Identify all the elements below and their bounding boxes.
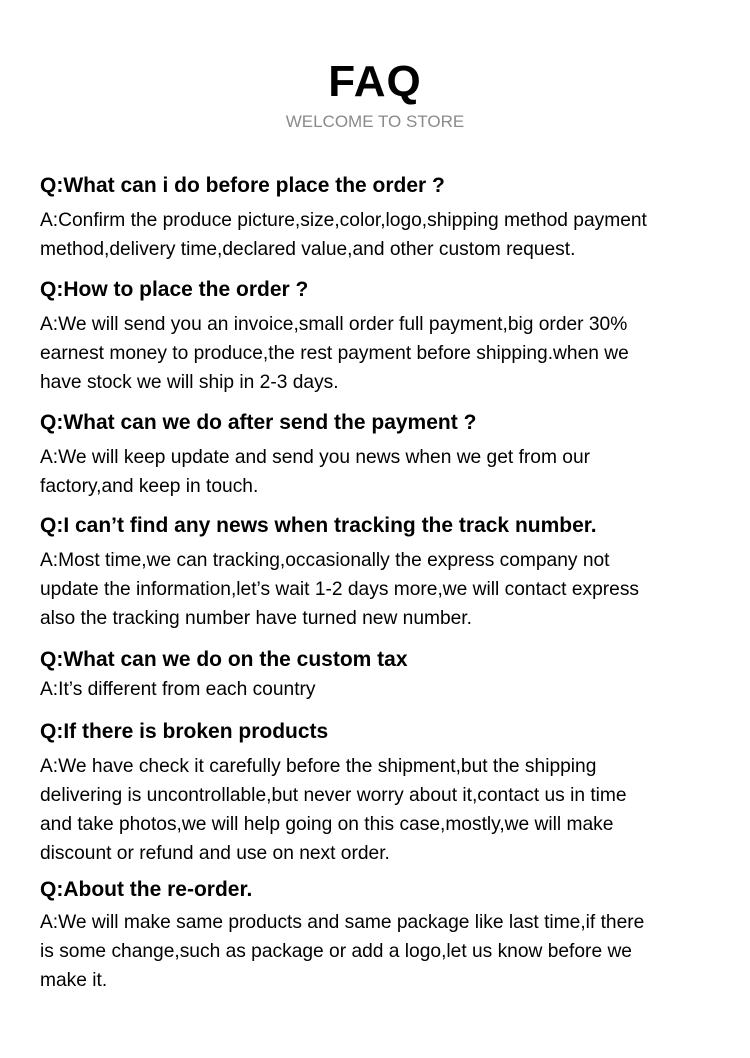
faq-item-4: [40, 512, 720, 633]
answer-line: is some change,such as package or add a logo,let us know before we: [40, 941, 632, 962]
faq-question: Q:What can i do before place the order ?: [40, 174, 445, 197]
answer-line: A:Most time,we can tracking,occasionally the express company not: [40, 550, 610, 571]
page-subtitle: WELCOME TO STORE: [285, 112, 465, 131]
faq-item-5: [40, 646, 720, 704]
faq-item-3: [40, 409, 720, 501]
answer-line: also the tracking number have turned new number.: [40, 608, 472, 629]
faq-item-6: [40, 718, 720, 868]
faq-item-7: [40, 876, 720, 995]
answer-line: method,delivery time,declared value,and other custom request.: [40, 239, 576, 260]
answer-line: A:We will send you an invoice,small order full payment,big order 30%: [40, 314, 628, 335]
answer-line: A:Confirm the produce picture,size,color,logo,shipping method payment: [40, 210, 647, 231]
faq-item-2: [40, 276, 720, 397]
faq-item-1: [40, 172, 720, 264]
faq-answer: [40, 675, 720, 704]
faq-answer: [40, 908, 720, 995]
answer-line: have stock we will ship in 2-3 days.: [40, 372, 339, 393]
faq-answer: [40, 752, 720, 868]
answer-line: factory,and keep in touch.: [40, 476, 259, 497]
answer-line: A:We will keep update and send you news when we get from our: [40, 447, 591, 468]
answer-line: delivering is uncontrollable,but never worry about it,contact us in time: [40, 785, 627, 806]
faq-answer: [40, 443, 720, 501]
answer-line: earnest money to produce,the rest payment before shipping.when we: [40, 343, 629, 364]
faq-answer: [40, 206, 720, 264]
answer-line: and take photos,we will help going on this case,mostly,we will make: [40, 814, 614, 835]
faq-question: Q:How to place the order ?: [40, 278, 309, 301]
answer-line: update the information,let’s wait 1-2 days more,we will contact express: [40, 579, 640, 600]
faq-answer: [40, 310, 720, 397]
answer-line: A:It’s different from each country: [40, 679, 316, 700]
faq-question: Q:I can’t find any news when tracking the track number.: [40, 514, 597, 537]
faq-question: Q:What can we do after send the payment ?: [40, 411, 477, 434]
faq-question: Q:If there is broken products: [40, 720, 329, 743]
answer-line: discount or refund and use on next order.: [40, 843, 390, 864]
page-title: FAQ: [328, 57, 422, 106]
faq-question: Q:About the re-order.: [40, 878, 253, 901]
answer-line: A:We have check it carefully before the shipment,but the shipping: [40, 756, 597, 777]
answer-line: A:We will make same products and same package like last time,if there: [40, 912, 645, 933]
faq-question: Q:What can we do on the custom tax: [40, 648, 408, 671]
faq-answer: [40, 546, 720, 633]
answer-line: make it.: [40, 970, 108, 991]
